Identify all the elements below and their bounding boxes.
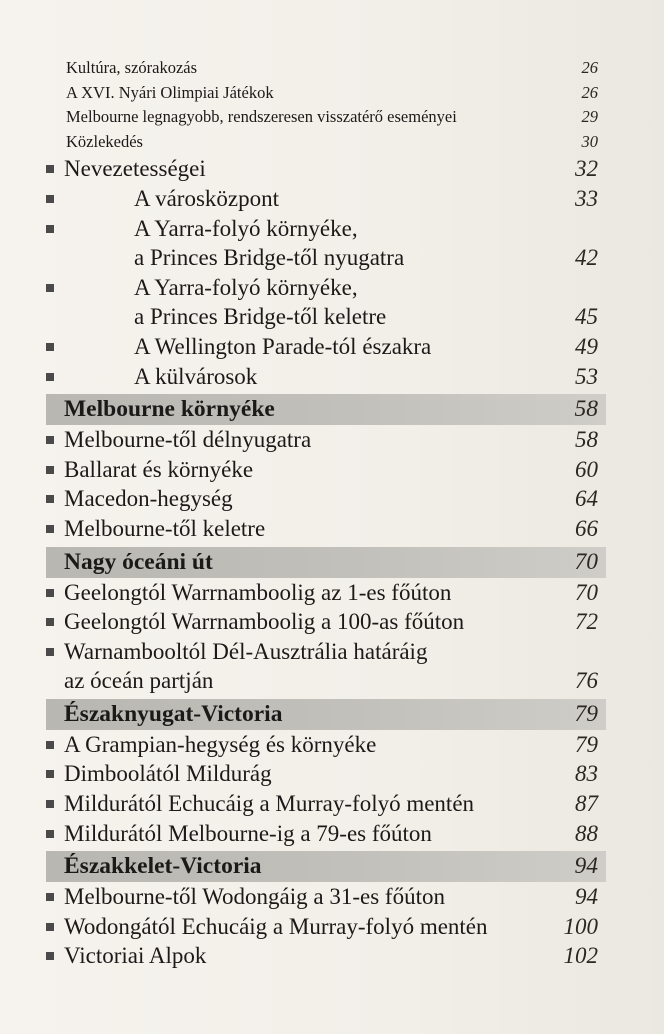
toc-page-number: 45 [575, 304, 598, 330]
section-title: Melbourne környéke [64, 396, 275, 423]
square-bullet-icon [46, 770, 54, 778]
toc-subentry-continuation[interactable] [46, 304, 606, 334]
toc-entry[interactable] [46, 580, 606, 610]
toc-entry-label: A Wellington Parade-tól északra [134, 333, 432, 359]
toc-entry-label: Melbourne-től délnyugatra [64, 427, 312, 453]
toc-page-number: 83 [575, 761, 598, 787]
toc-entry[interactable] [46, 427, 606, 457]
square-bullet-icon [46, 466, 54, 474]
toc-entry-label: A városközpont [134, 185, 280, 211]
toc-subentry[interactable] [46, 364, 606, 394]
toc-entry-label: Wodongától Echucáig a Murray-folyó mentén [64, 913, 488, 939]
toc-page-number: 87 [575, 791, 598, 817]
toc-entry-label: Melbourne-től Wodongáig a 31-es főúton [64, 884, 445, 910]
toc-entry-label: a Princes Bridge-től keletre [134, 304, 387, 330]
square-bullet-icon [46, 373, 54, 381]
section-header-eszakkelet-victoria[interactable] [46, 851, 606, 882]
square-bullet-icon [46, 495, 54, 503]
section-title: Nagy óceáni út [64, 548, 213, 575]
table-of-contents [46, 58, 606, 973]
toc-entry-label: A Yarra-folyó környéke, [134, 274, 358, 300]
square-bullet-icon [46, 741, 54, 749]
toc-entry-label: Macedon-hegység [64, 486, 233, 512]
toc-subentry-continuation[interactable] [46, 245, 606, 275]
toc-page-number: 88 [575, 820, 598, 846]
toc-entry[interactable] [46, 943, 606, 973]
toc-page-number: 72 [575, 609, 598, 635]
toc-entry-label: A Yarra-folyó környéke, [134, 215, 358, 241]
toc-page-number: 26 [581, 82, 598, 102]
section-title: Északkelet-Victoria [64, 853, 262, 880]
toc-entry[interactable] [46, 457, 606, 487]
toc-entry-label: Warnambooltól Dél-Ausztrália határáig [64, 638, 428, 664]
toc-entry-label: Ballarat és környéke [64, 456, 254, 482]
toc-entry-label: Victoriai Alpok [64, 943, 207, 969]
square-bullet-icon [46, 893, 54, 901]
toc-entry[interactable] [46, 486, 606, 516]
toc-page-number: 26 [581, 58, 598, 77]
toc-entry-label: Mildurától Melbourne-ig a 79-es főúton [64, 820, 432, 846]
square-bullet-icon [46, 343, 54, 351]
toc-entry-label: a Princes Bridge-től nyugatra [134, 245, 405, 271]
toc-page-number: 100 [563, 913, 598, 939]
toc-entry[interactable] [46, 821, 606, 851]
toc-page-number: 58 [575, 427, 598, 453]
square-bullet-icon [46, 589, 54, 597]
toc-entry-label: A XVI. Nyári Olimpiai Játékok [66, 82, 274, 102]
toc-entry[interactable] [46, 132, 606, 157]
toc-page-number: 42 [575, 245, 598, 271]
toc-entry-label: Dimboolától Mildurág [64, 761, 272, 787]
square-bullet-icon [46, 525, 54, 533]
toc-entry-label: Melbourne-től keletre [64, 515, 266, 541]
toc-entry-continuation[interactable] [46, 668, 606, 698]
toc-entry-label: az óceán partján [64, 668, 214, 694]
toc-page-number: 32 [575, 156, 598, 182]
toc-page-number: 53 [575, 363, 598, 389]
toc-subentry[interactable] [46, 216, 606, 246]
square-bullet-icon [46, 830, 54, 838]
square-bullet-icon [46, 195, 54, 203]
toc-entry[interactable] [46, 732, 606, 762]
square-bullet-icon [46, 284, 54, 292]
toc-entry-label: Geelongtól Warrnamboolig a 100-as főúton [64, 609, 465, 635]
toc-page-number: 33 [575, 185, 598, 211]
toc-page-number: 79 [574, 700, 598, 727]
toc-entry[interactable] [46, 83, 606, 108]
toc-entry-label: A külvárosok [134, 363, 258, 389]
square-bullet-icon [46, 923, 54, 931]
square-bullet-icon [46, 165, 54, 173]
toc-entry-label: Melbourne legnagyobb, rendszeresen visszatérő eseményei [66, 107, 457, 127]
section-header-nagy-oceani-ut[interactable] [46, 547, 606, 578]
toc-page-number: 94 [574, 853, 598, 880]
toc-entry[interactable] [46, 914, 606, 944]
section-header-eszaknyugat-victoria[interactable] [46, 699, 606, 730]
toc-entry[interactable] [46, 761, 606, 791]
toc-entry[interactable] [46, 107, 606, 132]
toc-entry-label: Geelongtól Warrnamboolig az 1-es főúton [64, 579, 452, 605]
toc-page-number: 49 [575, 333, 598, 359]
toc-page-number: 30 [581, 131, 598, 151]
toc-entry-label: Kultúra, szórakozás [66, 58, 198, 77]
square-bullet-icon [46, 436, 54, 444]
toc-entry[interactable] [46, 639, 606, 669]
toc-entry[interactable] [46, 516, 606, 546]
toc-entry-label: Mildurától Echucáig a Murray-folyó mentén [64, 791, 475, 817]
toc-subentry[interactable] [46, 186, 606, 216]
square-bullet-icon [46, 952, 54, 960]
section-title: Északnyugat-Victoria [64, 700, 283, 727]
toc-page-number: 94 [575, 884, 598, 910]
toc-page-number: 102 [563, 943, 598, 969]
toc-page-number: 76 [575, 668, 598, 694]
toc-subentry[interactable] [46, 334, 606, 364]
toc-page-number: 70 [574, 548, 598, 575]
toc-entry[interactable] [46, 58, 606, 83]
toc-page-number: 58 [574, 396, 598, 423]
square-bullet-icon [46, 648, 54, 656]
toc-subentry[interactable] [46, 275, 606, 305]
toc-page-number: 60 [575, 456, 598, 482]
square-bullet-icon [46, 225, 54, 233]
toc-entry-nevezetessegei[interactable] [46, 156, 606, 186]
toc-page-number: 70 [575, 579, 598, 605]
square-bullet-icon [46, 618, 54, 626]
toc-entry-label: A Grampian-hegység és környéke [64, 731, 377, 757]
toc-entry[interactable] [46, 609, 606, 639]
toc-page-number: 64 [575, 486, 598, 512]
toc-page-number: 79 [575, 731, 598, 757]
toc-entry-label: Közlekedés [66, 131, 143, 151]
square-bullet-icon [46, 800, 54, 808]
toc-page-number: 29 [581, 107, 598, 127]
toc-entry-label: Nevezetességei [64, 156, 206, 182]
section-header-melbourne-kornyeke[interactable] [46, 394, 606, 425]
toc-entry[interactable] [46, 884, 606, 914]
toc-page-number: 66 [575, 515, 598, 541]
toc-entry[interactable] [46, 791, 606, 821]
